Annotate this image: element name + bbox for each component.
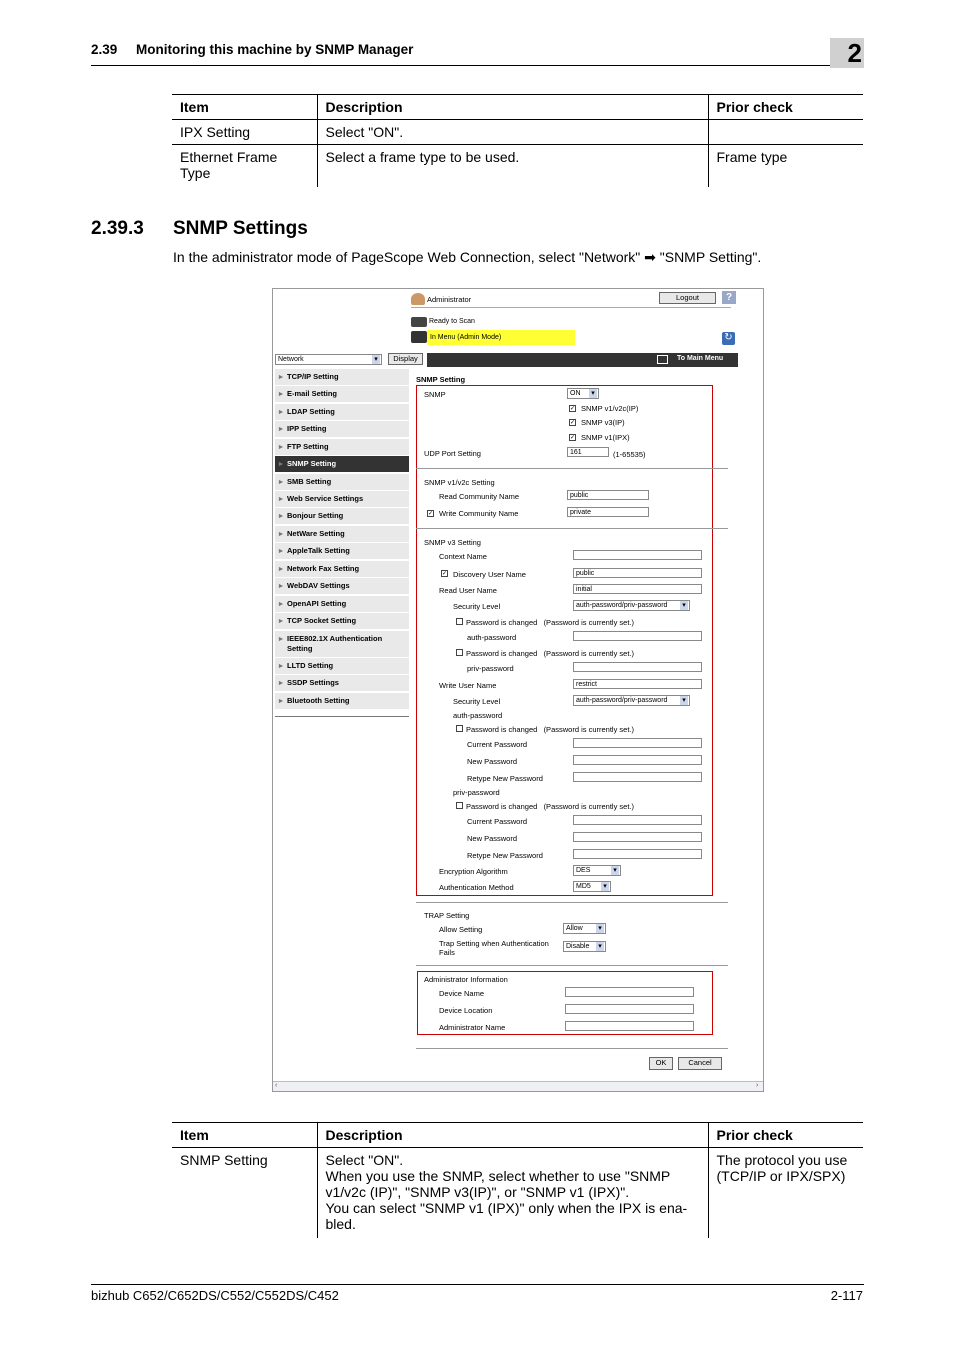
snmp-label: SNMP — [424, 390, 446, 399]
v1ipx-checkbox[interactable]: ✓ — [570, 435, 576, 441]
printer-icon — [411, 317, 427, 327]
table-row: SNMP Setting Select "ON". When you use the SNMP, select whether to use "SNMP v1/v2c (IP)", "SNMP v3(IP)", or "SNMP v1 (IPX)". You can select "SNMP v1 (IPX)" only when the IPX is ena-bled. The protocol you use (TCP/IP or IPX/SPX) — [172, 1148, 863, 1238]
admin-name-label: Administrator Name — [439, 1023, 506, 1032]
status-ready: Ready to Scan — [429, 318, 475, 325]
table-ipx: Item Description Prior check IPX Setting Select "ON". Ethernet Frame Type Select a frame type to be used. Frame type — [172, 94, 863, 187]
read-user-label: Read User Name — [439, 586, 497, 595]
sidebar-item-snmp[interactable]: ▸ SNMP Setting — [275, 456, 409, 472]
scroll-left-icon[interactable]: ‹ — [275, 1082, 278, 1089]
sidebar-item-lltd[interactable]: ▸ LLTD Setting — [275, 658, 409, 674]
read-security-label: Security Level — [453, 602, 501, 611]
read-priv-pw-changed-checkbox[interactable] — [456, 649, 463, 656]
ok-button[interactable]: OK — [649, 1057, 673, 1070]
logout-button[interactable]: Logout — [659, 292, 716, 304]
v1ipx-label: SNMP v1(IPX) — [581, 433, 630, 442]
sidebar-item-appletalk[interactable]: ▸ AppleTalk Setting — [275, 543, 409, 559]
auth-retype-pw-input[interactable] — [573, 772, 702, 782]
refresh-icon[interactable]: ↻ — [722, 332, 735, 345]
auth-pw-label: auth-password — [467, 633, 517, 642]
priv-current-pw-input[interactable] — [573, 815, 702, 825]
v3-checkbox[interactable]: ✓ — [570, 420, 576, 426]
chapter-number: 2 — [830, 38, 864, 68]
device-location-input[interactable] — [565, 1004, 694, 1014]
auth-current-pw-input[interactable] — [573, 738, 702, 748]
device-name-input[interactable] — [565, 987, 694, 997]
table-snmp: Item Description Prior check SNMP Setting Select "ON". When you use the SNMP, select whether to use "SNMP v1/v2c (IP)", "SNMP v3(IP)", or "SNMP v1 (IPX)". You can select "SNMP v1 (IPX)" only when the IPX is ena-bled. The protocol you use (TCP/IP or IPX/SPX) — [172, 1122, 863, 1238]
horizontal-scrollbar[interactable] — [273, 1081, 763, 1091]
admin-label: Administrator — [427, 295, 472, 304]
sidebar-item-openapi[interactable]: ▸ OpenAPI Setting — [275, 596, 409, 612]
write-security-select[interactable]: auth-password/priv-password ▾ — [573, 695, 690, 706]
v1v2c-heading: SNMP v1/v2c Setting — [424, 478, 495, 487]
sidebar-item-network-fax[interactable]: ▸ Network Fax Setting — [275, 561, 409, 577]
pw-changed-label: Password is changed — [466, 618, 538, 627]
read-community-input[interactable]: public — [567, 490, 649, 500]
context-label: Context Name — [439, 552, 487, 561]
cancel-button[interactable]: Cancel — [678, 1057, 722, 1070]
status-admin-mode: In Menu (Admin Mode) — [427, 330, 575, 345]
trap-auth-label: Trap Setting when Authentication Fails — [439, 939, 549, 957]
intro-text: In the administrator mode of PageScope Web Connection, select "Network" ➡ "SNMP Setting". — [173, 249, 762, 265]
encryption-label: Encryption Algorithm — [439, 867, 508, 876]
encryption-select[interactable]: DES ▾ — [573, 865, 621, 876]
admin-name-input[interactable] — [565, 1021, 694, 1031]
sidebar-item-smb[interactable]: ▸ SMB Setting — [275, 474, 409, 490]
v3-label: SNMP v3(IP) — [581, 418, 625, 427]
v1v2c-checkbox[interactable]: ✓ — [570, 406, 576, 412]
retype-pw-label: Retype New Password — [467, 774, 543, 783]
discovery-label: Discovery User Name — [453, 570, 526, 579]
sidebar-item-bluetooth[interactable]: ▸ Bluetooth Setting — [275, 693, 409, 709]
page-number: 2-117 — [830, 1288, 863, 1303]
write-community-label: Write Community Name — [439, 509, 519, 518]
udp-range: (1-65535) — [613, 450, 646, 459]
pw-set-note: (Password is currently set.) — [543, 618, 635, 627]
pw-changed-label: Password is changed — [466, 649, 538, 658]
new-pw-label: New Password — [467, 757, 518, 766]
running-header: 2.39 Monitoring this machine by SNMP Manager — [91, 42, 414, 57]
device-name-label: Device Name — [439, 989, 485, 998]
snmp-select[interactable]: ON ▾ — [567, 388, 599, 399]
retype-pw-label: Retype New Password — [467, 851, 543, 860]
menu-icon — [657, 355, 668, 364]
admin-icon — [411, 293, 425, 305]
table-row: IPX Setting Select "ON". — [172, 120, 863, 145]
auth-new-pw-input[interactable] — [573, 755, 702, 765]
write-user-label: Write User Name — [439, 681, 497, 690]
discovery-checkbox[interactable]: ✓ — [442, 571, 448, 577]
sidebar-item-ipp[interactable]: ▸ IPP Setting — [275, 421, 409, 437]
pw-set-note: (Password is currently set.) — [543, 802, 635, 811]
help-icon[interactable]: ? — [722, 291, 736, 304]
trap-auth-select[interactable]: Disable ▾ — [563, 941, 606, 952]
pw-set-note: (Password is currently set.) — [543, 649, 635, 658]
priv-retype-pw-input[interactable] — [573, 849, 702, 859]
footer-model: bizhub C652/C652DS/C552/C552DS/C452 — [91, 1288, 339, 1303]
sidebar-item-tcpip[interactable]: ▸ TCP/IP Setting — [275, 369, 409, 385]
sidebar-item-netware[interactable]: ▸ NetWare Setting — [275, 526, 409, 542]
priv-new-pw-input[interactable] — [573, 832, 702, 842]
context-input[interactable] — [573, 550, 702, 560]
udp-label: UDP Port Setting — [424, 449, 481, 458]
table-row: Ethernet Frame Type Select a frame type to be used. Frame type — [172, 145, 863, 187]
write-user-input[interactable]: restrict — [573, 679, 702, 689]
discovery-input[interactable]: public — [573, 568, 702, 578]
read-auth-pw-input[interactable] — [573, 631, 702, 641]
read-priv-pw-input[interactable] — [573, 662, 702, 672]
read-security-select[interactable]: auth-password/priv-password ▾ — [573, 600, 690, 611]
sidebar-item-ldap[interactable]: ▸ LDAP Setting — [275, 404, 409, 420]
sidebar-item-ftp[interactable]: ▸ FTP Setting — [275, 439, 409, 455]
write-security-label: Security Level — [453, 697, 501, 706]
admin-info-heading: Administrator Information — [424, 975, 508, 984]
page-title: SNMP Setting — [416, 375, 466, 384]
screenshot — [272, 288, 764, 1092]
auth-pw-heading: auth-password — [453, 711, 503, 720]
trap-heading: TRAP Setting — [424, 911, 470, 920]
v3-heading: SNMP v3 Setting — [424, 538, 481, 547]
write-community-input[interactable]: private — [567, 507, 649, 517]
sidebar-item-web-service[interactable]: ▸ Web Service Settings — [275, 491, 409, 507]
scroll-right-icon[interactable]: › — [756, 1082, 759, 1089]
sidebar-item-tcp-socket[interactable]: ▸ TCP Socket Setting — [275, 613, 409, 629]
allow-label: Allow Setting — [439, 925, 483, 934]
sidebar-item-email[interactable]: ▸ E-mail Setting — [275, 386, 409, 402]
sidebar-item-webdav[interactable]: ▸ WebDAV Settings — [275, 578, 409, 594]
priv-pw-heading: priv-password — [453, 788, 500, 797]
footer-rule — [91, 1284, 864, 1285]
to-main-menu-link[interactable]: To Main Menu — [677, 355, 724, 362]
section-title: 2.39.3 SNMP Settings — [91, 218, 308, 239]
printer-icon — [411, 331, 427, 343]
pw-changed-label: Password is changed — [466, 725, 538, 734]
sidebar-item-ieee8021x[interactable]: ▸ IEEE802.1X Authentication Setting — [275, 631, 409, 657]
pw-changed-label: Password is changed — [466, 802, 538, 811]
sidebar-item-ssdp[interactable]: ▸ SSDP Settings — [275, 675, 409, 691]
v1v2c-label: SNMP v1/v2c(IP) — [581, 404, 639, 413]
read-community-label: Read Community Name — [439, 492, 520, 501]
write-auth-pw-changed-checkbox[interactable] — [456, 725, 463, 732]
sidebar-item-bonjour[interactable]: ▸ Bonjour Setting — [275, 508, 409, 524]
device-location-label: Device Location — [439, 1006, 493, 1015]
pw-set-note: (Password is currently set.) — [543, 725, 635, 734]
current-pw-label: Current Password — [467, 740, 528, 749]
write-community-checkbox[interactable]: ✓ — [428, 511, 434, 517]
read-auth-pw-changed-checkbox[interactable] — [456, 618, 463, 625]
write-priv-pw-changed-checkbox[interactable] — [456, 802, 463, 809]
current-pw-label: Current Password — [467, 817, 528, 826]
read-user-input[interactable]: initial — [573, 584, 702, 594]
allow-select[interactable]: Allow ▾ — [563, 923, 606, 934]
header-rule — [91, 65, 864, 66]
display-button[interactable]: Display — [388, 353, 423, 365]
priv-pw-label: priv-password — [467, 664, 514, 673]
auth-method-label: Authentication Method — [439, 883, 514, 892]
auth-method-select[interactable]: MD5 ▾ — [573, 881, 611, 892]
new-pw-label: New Password — [467, 834, 518, 843]
category-select[interactable]: Network ▾ — [275, 354, 382, 365]
udp-input[interactable]: 161 — [567, 447, 609, 457]
